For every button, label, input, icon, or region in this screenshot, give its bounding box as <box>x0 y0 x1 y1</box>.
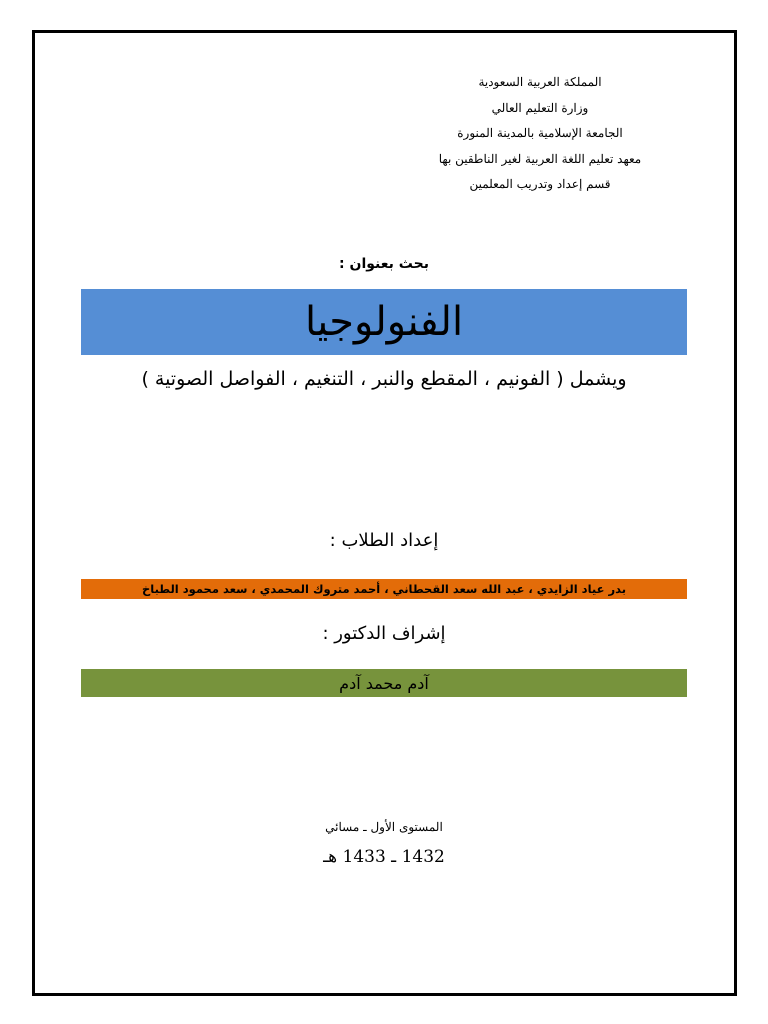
students-label: إعداد الطلاب : <box>329 530 439 551</box>
supervisor-label: إشراف الدكتور : <box>322 623 446 644</box>
academic-year: 1432 ـ 1433 هـ <box>323 847 445 867</box>
institution-header <box>420 70 660 198</box>
header-institute: معهد تعليم اللغة العربية لغير الناطقين بها <box>438 151 642 166</box>
supervisor-name: آدم محمد آدم <box>339 673 429 693</box>
header-university: الجامعة الإسلامية بالمدينة المنورة <box>457 126 623 140</box>
students-names-bar <box>81 579 687 599</box>
research-label: بحث بعنوان : <box>339 256 429 272</box>
header-ministry: وزارة التعليم العالي <box>491 100 589 115</box>
document-title: الفنولوجيا <box>304 299 464 345</box>
supervisor-name-bar <box>81 669 687 697</box>
title-banner <box>81 289 687 355</box>
header-department: قسم إعداد وتدريب المعلمين <box>469 177 611 191</box>
document-subtitle: ويشمل ( الفونيم ، المقطع والنبر ، التنغيم ، الفواصل الصوتية ) <box>141 368 627 390</box>
header-country: المملكة العربية السعودية <box>478 75 602 89</box>
students-names: بدر عياد الزايدي ، عبد الله سعد القحطاني ، أحمد متروك المحمدي ، سعد محمود الطباخ <box>141 582 627 596</box>
study-level: المستوى الأول ـ مسائي <box>325 820 443 834</box>
